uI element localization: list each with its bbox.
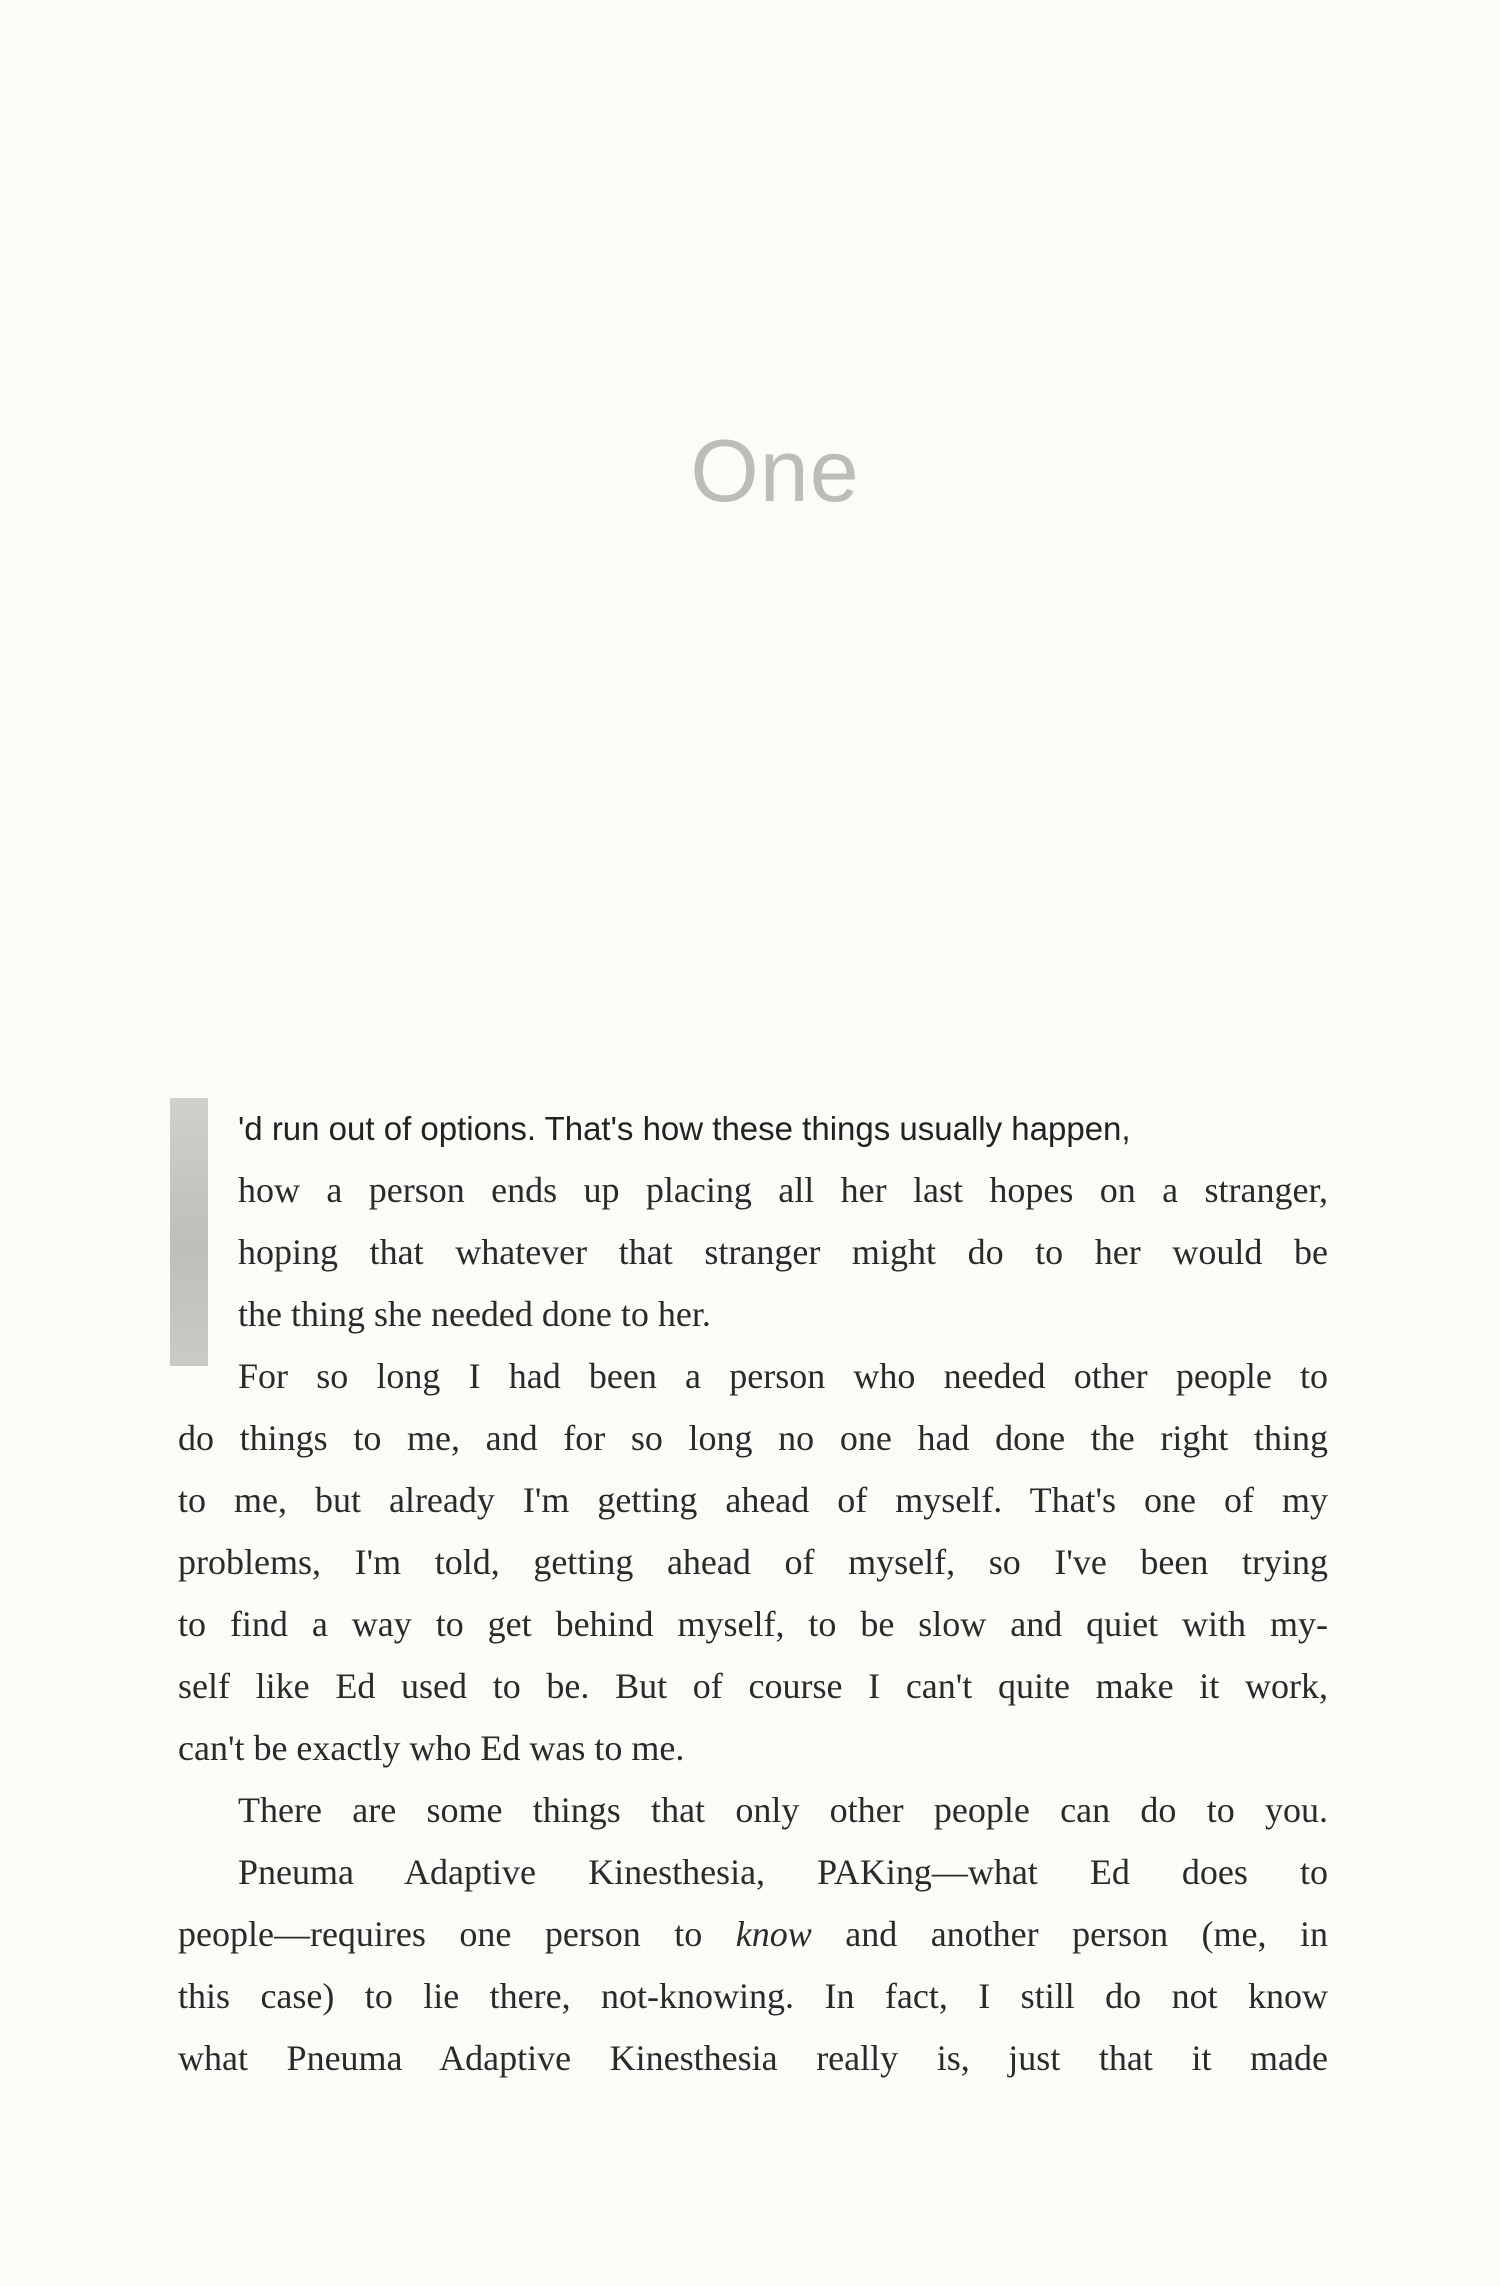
body-line: what Pneuma Adaptive Kinesthesia really is, just that it made xyxy=(178,2038,1328,2078)
body-text: and another person (me, in xyxy=(811,1914,1328,1954)
body-line: There are some things that only other people can do to you. xyxy=(238,1790,1328,1830)
body-line: Pneuma Adaptive Kinesthesia, PAKing—what Ed does to xyxy=(238,1852,1328,1892)
body-line: the thing she needed done to her. xyxy=(238,1294,711,1334)
opening-line: 'd run out of options. That's how these things usually happen, xyxy=(238,1110,1131,1147)
chapter-title: One xyxy=(690,421,860,520)
body-line: For so long I had been a person who needed other people to xyxy=(238,1356,1328,1396)
body-line: self like Ed used to be. But of course I can't quite make it work, xyxy=(178,1666,1328,1706)
italic-word: know xyxy=(735,1914,812,1954)
body-line xyxy=(178,1916,1328,1952)
drop-cap-letter xyxy=(170,1098,208,1366)
body-line: this case) to lie there, not-knowing. In fact, I still do not know xyxy=(178,1976,1328,2016)
body-line: to find a way to get behind myself, to be slow and quiet with my- xyxy=(178,1604,1328,1644)
body-line: hoping that whatever that stranger might do to her would be xyxy=(238,1232,1328,1272)
body-line: can't be exactly who Ed was to me. xyxy=(178,1728,685,1768)
body-line: do things to me, and for so long no one had done the right thing xyxy=(178,1418,1328,1458)
body-line: how a person ends up placing all her last hopes on a stranger, xyxy=(238,1170,1328,1210)
body-text: people—requires one person to xyxy=(178,1914,736,1954)
body-line: to me, but already I'm getting ahead of myself. That's one of my xyxy=(178,1480,1328,1520)
body-line: problems, I'm told, getting ahead of myself, so I've been trying xyxy=(178,1542,1328,1582)
